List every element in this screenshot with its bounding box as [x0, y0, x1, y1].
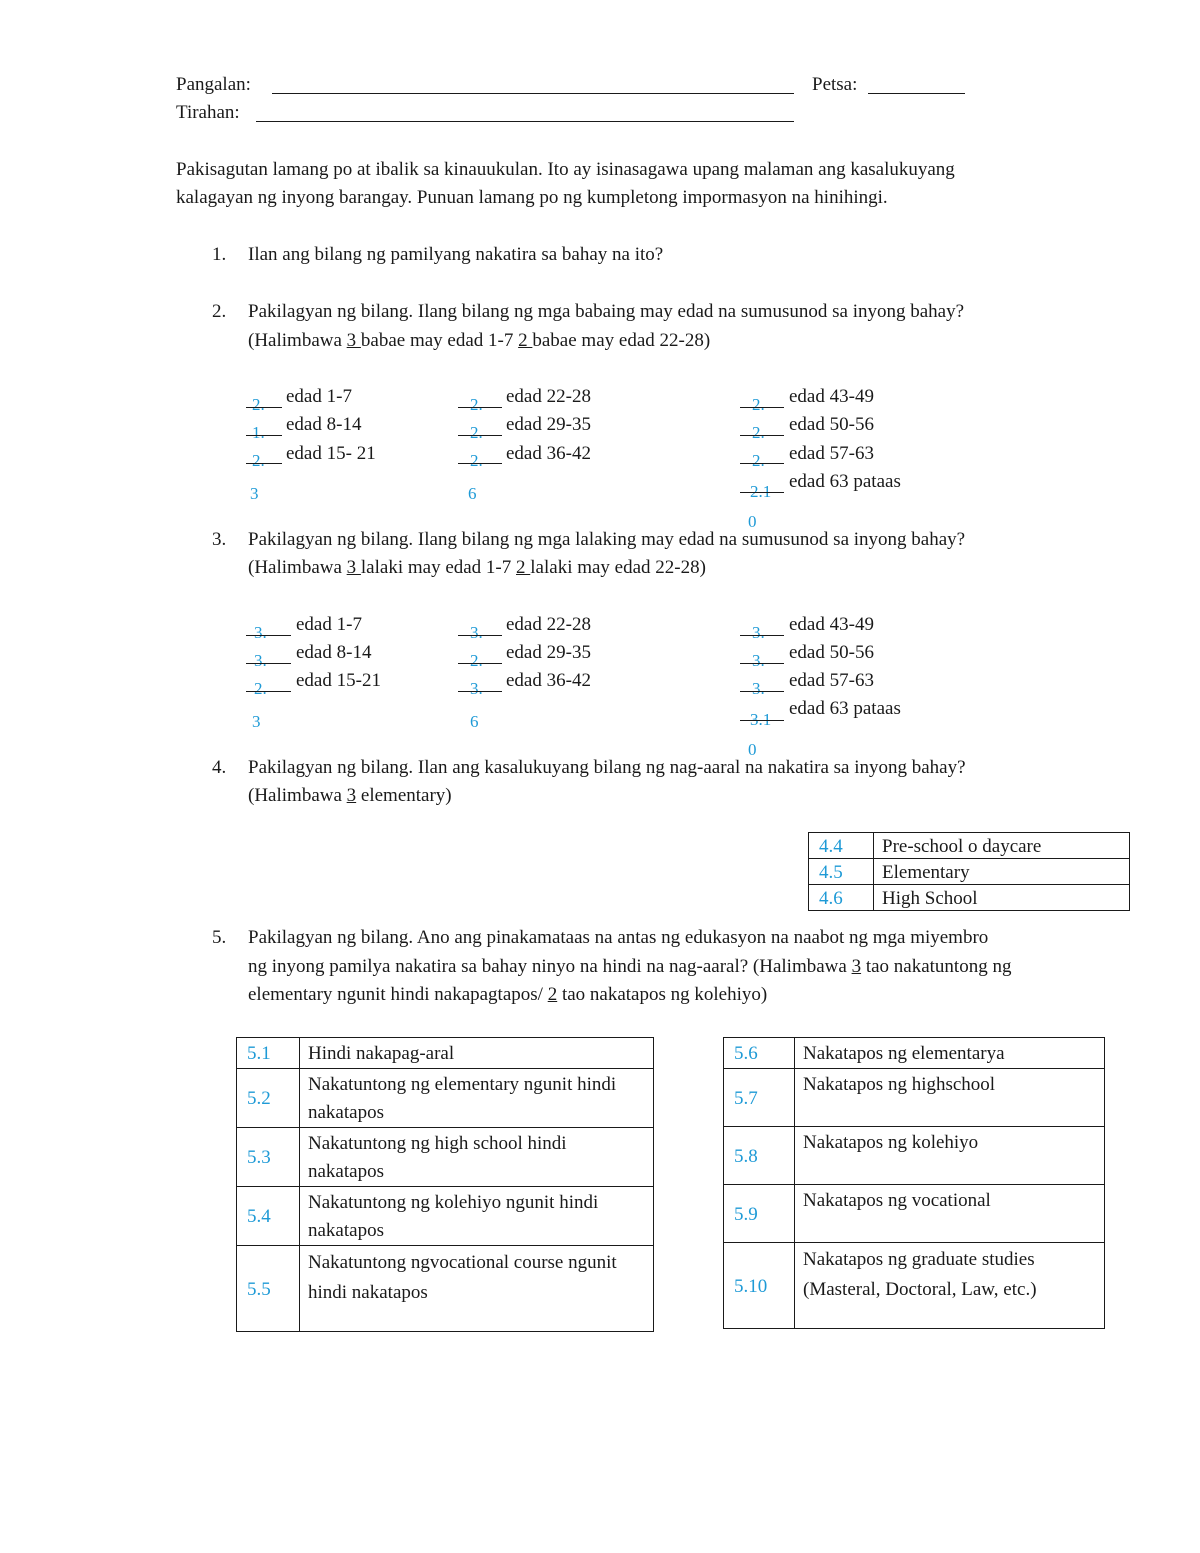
- q3-answer-tail: 6: [470, 712, 479, 731]
- q5-code[interactable]: 5.9: [724, 1185, 795, 1243]
- q3-blank[interactable]: [458, 691, 502, 692]
- q3-age-label: edad 63 pataas: [789, 698, 901, 719]
- q2-blank[interactable]: [740, 435, 784, 436]
- q2-text: Pakilagyan ng bilang. Ilang bilang ng mga babaing may edad na sumusunod sa inyong bahay?: [248, 301, 965, 322]
- q3-answer-tail: 3: [252, 712, 261, 731]
- q2-age-label: edad 36-42: [506, 443, 591, 464]
- q2-blank[interactable]: [740, 463, 784, 464]
- address-label: Tirahan:: [176, 102, 240, 123]
- q2-age-label: edad 22-28: [506, 386, 591, 407]
- q2-number: 2.: [212, 301, 227, 322]
- q3-blank[interactable]: [246, 635, 291, 636]
- date-field[interactable]: [868, 93, 965, 94]
- q2-answer: 2.: [470, 423, 483, 442]
- q3-age-label: edad 1-7: [296, 614, 362, 635]
- q5-label: Nakatapos ng highschool: [795, 1069, 1105, 1127]
- q2-answer: 2.: [252, 395, 265, 414]
- q2-answer: 2.: [752, 395, 765, 414]
- q3-answer: 3.: [752, 651, 765, 670]
- q3-text: Pakilagyan ng bilang. Ilang bilang ng mga lalaking may edad na sumusunod sa inyong bahay?: [248, 529, 966, 550]
- q2-blank[interactable]: [458, 435, 502, 436]
- q2-age-label: edad 50-56: [789, 414, 874, 435]
- q3-age-label: edad 15-21: [296, 670, 381, 691]
- q5-number: 5.: [212, 927, 227, 948]
- intro-line-2: kalagayan ng inyong barangay. Punuan lamang po ng kumpletong impormasyon na hinihingi.: [176, 187, 888, 208]
- q3-blank[interactable]: [458, 635, 502, 636]
- q5-label: Nakatapos ng vocational: [795, 1185, 1105, 1243]
- q2-age-label: edad 57-63: [789, 443, 874, 464]
- q3-blank[interactable]: [458, 663, 502, 664]
- q3-age-label: edad 50-56: [789, 642, 874, 663]
- q2-answer: 2.: [752, 423, 765, 442]
- q4-label: Elementary: [874, 859, 1130, 885]
- q4-code[interactable]: 4.6: [809, 885, 874, 911]
- q3-blank[interactable]: [740, 635, 784, 636]
- q2-age-label: edad 1-7: [286, 386, 352, 407]
- q5-code[interactable]: 5.8: [724, 1127, 795, 1185]
- q5-label: Nakatuntong ngvocational course ngunit hindi nakatapos: [300, 1246, 654, 1332]
- q3-answer: 3.1: [750, 710, 772, 729]
- q2-blank[interactable]: [246, 407, 282, 408]
- q3-age-label: edad 8-14: [296, 642, 372, 663]
- name-field[interactable]: [272, 93, 794, 94]
- q2-answer: 2.: [252, 451, 265, 470]
- q4-example: (Halimbawa 3 elementary): [248, 785, 452, 806]
- q3-answer: 3.: [752, 679, 765, 698]
- q2-answer: 2.: [470, 395, 483, 414]
- q3-answer-tail: 0: [748, 740, 757, 759]
- q2-answer: 2.: [470, 451, 483, 470]
- q2-age-label: edad 43-49: [789, 386, 874, 407]
- q3-age-label: edad 57-63: [789, 670, 874, 691]
- q2-answer: 2.1: [750, 482, 772, 501]
- q3-example: (Halimbawa 3 lalaki may edad 1-7 2 lalaki may edad 22-28): [248, 557, 706, 578]
- q4-label: High School: [874, 885, 1130, 911]
- q5-label: Nakatuntong ng kolehiyo ngunit hindi nakatapos: [300, 1187, 654, 1246]
- q3-answer: 3.: [254, 623, 267, 642]
- q2-age-label: edad 8-14: [286, 414, 362, 435]
- q3-blank[interactable]: [740, 720, 784, 721]
- q2-blank[interactable]: [740, 407, 784, 408]
- q2-answer: 1.: [252, 423, 265, 442]
- q4-text: Pakilagyan ng bilang. Ilan ang kasalukuyang bilang ng nag-aaral na nakatira sa inyong bahay?: [248, 757, 966, 778]
- q3-age-label: edad 22-28: [506, 614, 591, 635]
- q3-answer: 3.: [470, 679, 483, 698]
- q5-left-table: [236, 1037, 654, 1332]
- q5-code[interactable]: 5.1: [237, 1038, 300, 1069]
- q3-blank[interactable]: [740, 663, 784, 664]
- q3-answer: 3.: [752, 623, 765, 642]
- name-label: Pangalan:: [176, 74, 251, 95]
- q5-line-2: ng inyong pamilya nakatira sa bahay ninyo na hindi na nag-aaral? (Halimbawa 3 tao nakatuntong ng: [248, 956, 1012, 977]
- q5-label: Nakatapos ng graduate studies (Masteral, Doctoral, Law, etc.): [795, 1243, 1105, 1329]
- q3-blank[interactable]: [246, 691, 291, 692]
- q5-code[interactable]: 5.3: [237, 1128, 300, 1187]
- q5-right-table: [723, 1037, 1105, 1329]
- q2-age-label: edad 15- 21: [286, 443, 376, 464]
- q2-blank[interactable]: [458, 407, 502, 408]
- q5-code[interactable]: 5.4: [237, 1187, 300, 1246]
- q3-number: 3.: [212, 529, 227, 550]
- q5-code[interactable]: 5.10: [724, 1243, 795, 1329]
- q4-code[interactable]: 4.4: [809, 833, 874, 859]
- q3-answer: 2.: [470, 651, 483, 670]
- q5-label: Nakatuntong ng elementary ngunit hindi nakatapos: [300, 1069, 654, 1128]
- q2-blank[interactable]: [458, 463, 502, 464]
- q2-example: (Halimbawa 3 babae may edad 1-7 2 babae may edad 22-28): [248, 330, 711, 351]
- q3-blank[interactable]: [246, 663, 291, 664]
- q1-number: 1.: [212, 244, 227, 265]
- q3-age-label: edad 29-35: [506, 642, 591, 663]
- q2-age-label: edad 63 pataas: [789, 471, 901, 492]
- date-label: Petsa:: [812, 74, 858, 95]
- q5-code[interactable]: 5.6: [724, 1038, 795, 1069]
- q3-answer: 2.: [254, 679, 267, 698]
- q3-answer: 3.: [470, 623, 483, 642]
- q2-answer-tail: 6: [468, 484, 477, 503]
- q2-answer-tail: 3: [250, 484, 259, 503]
- q5-line-1: Pakilagyan ng bilang. Ano ang pinakamataas na antas ng edukasyon na naabot ng mga miyembro: [248, 927, 989, 948]
- q3-age-label: edad 43-49: [789, 614, 874, 635]
- q4-code[interactable]: 4.5: [809, 859, 874, 885]
- q5-label: Nakatuntong ng high school hindi nakatapos: [300, 1128, 654, 1187]
- q5-code[interactable]: 5.2: [237, 1069, 300, 1128]
- q5-label: Nakatapos ng kolehiyo: [795, 1127, 1105, 1185]
- q2-blank[interactable]: [246, 435, 282, 436]
- q5-label: Hindi nakapag-aral: [300, 1038, 654, 1069]
- address-field[interactable]: [256, 121, 794, 122]
- q5-code[interactable]: 5.5: [237, 1246, 300, 1332]
- q2-age-label: edad 29-35: [506, 414, 591, 435]
- q3-answer: 3.: [254, 651, 267, 670]
- q4-table: [808, 832, 1130, 911]
- q5-label: Nakatapos ng elementarya: [795, 1038, 1105, 1069]
- intro-line-1: Pakisagutan lamang po at ibalik sa kinauukulan. Ito ay isinasagawa upang malaman ang kasalukuyang: [176, 159, 955, 180]
- q2-answer-tail: 0: [748, 512, 757, 531]
- q2-blank[interactable]: [740, 492, 784, 493]
- q5-code[interactable]: 5.7: [724, 1069, 795, 1127]
- q3-blank[interactable]: [740, 691, 784, 692]
- q2-answer: 2.: [752, 451, 765, 470]
- q2-blank[interactable]: [246, 463, 282, 464]
- q4-label: Pre-school o daycare: [874, 833, 1130, 859]
- q5-line-3: elementary ngunit hindi nakapagtapos/ 2 tao nakatapos ng kolehiyo): [248, 984, 768, 1005]
- q4-number: 4.: [212, 757, 227, 778]
- q3-age-label: edad 36-42: [506, 670, 591, 691]
- q1-text: Ilan ang bilang ng pamilyang nakatira sa bahay na ito?: [248, 244, 664, 265]
